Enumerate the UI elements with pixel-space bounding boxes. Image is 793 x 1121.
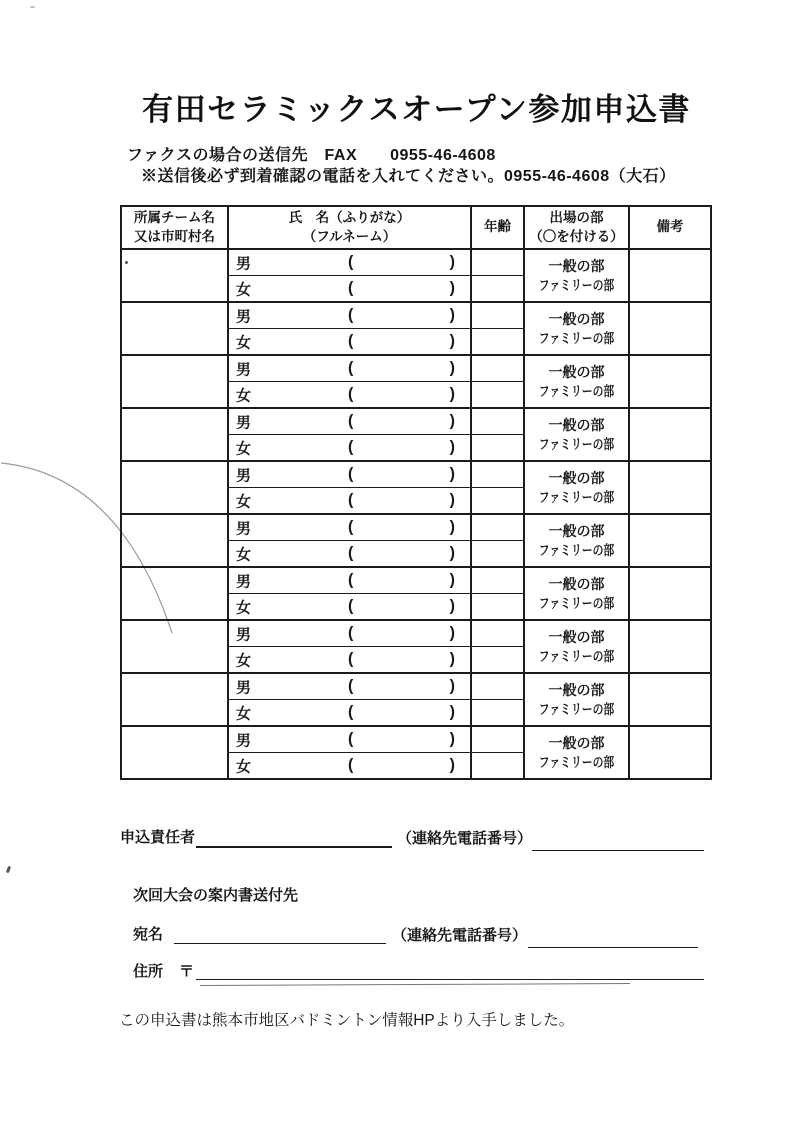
remarks-cell: [629, 355, 711, 408]
division-general: 一般の部: [548, 364, 605, 381]
furigana-paren-close: ): [449, 385, 455, 403]
female-label: 女: [236, 546, 252, 563]
age-cell-male: [471, 408, 524, 435]
age-cell-female: [471, 329, 524, 356]
age-cell-female: [471, 488, 524, 515]
division-cell: [524, 461, 629, 514]
team-name-cell: [121, 726, 228, 779]
age-cell-female: [471, 753, 524, 780]
female-label: 女: [236, 334, 252, 351]
team-name-cell: [121, 302, 228, 355]
furigana-paren-open: (: [348, 597, 354, 615]
female-label: 女: [236, 599, 252, 616]
furigana-paren-close: ): [449, 571, 455, 589]
furigana-paren-open: (: [348, 412, 354, 430]
furigana-paren-open: (: [348, 571, 354, 589]
division-cell: [524, 249, 629, 302]
name-cell-female: [228, 541, 471, 568]
furigana-paren-close: ): [449, 544, 455, 562]
remarks-cell: [629, 514, 711, 567]
furigana-paren-open: (: [348, 465, 354, 483]
team-name-cell: [121, 514, 228, 567]
division-general: 一般の部: [548, 576, 605, 593]
team-name-cell: [121, 355, 228, 408]
remarks-cell: [629, 408, 711, 461]
age-cell-male: [471, 514, 524, 541]
source-note: この申込書は熊本市地区バドミントン情報HPより入手しました。: [119, 1012, 575, 1029]
furigana-paren-open: (: [348, 703, 354, 721]
name-cell-male: [228, 514, 471, 541]
division-family: ファミリーの部: [538, 330, 615, 346]
male-label: 男: [236, 626, 252, 643]
remarks-cell: [629, 673, 711, 726]
header-full-name: [228, 206, 471, 249]
addressee-label: 宛名: [133, 926, 164, 943]
furigana-paren-open: (: [348, 491, 354, 509]
division-cell: [524, 355, 629, 408]
age-cell-female: [471, 382, 524, 409]
furigana-paren-close: ): [449, 253, 455, 271]
name-cell-female: [228, 329, 471, 356]
name-cell-male: [228, 408, 471, 435]
table-row-male: [121, 514, 711, 541]
fax-confirmation-note: ※送信後必ず到着確認の電話を入れてください。0955-46-4608（大石）: [141, 168, 676, 185]
male-label: 男: [236, 308, 252, 325]
furigana-paren-close: ): [449, 438, 455, 456]
furigana-paren-open: (: [348, 332, 354, 350]
furigana-paren-close: ): [449, 650, 455, 668]
address-fill-line-double: [200, 983, 630, 986]
name-cell-male: [228, 249, 471, 276]
furigana-paren-open: (: [348, 253, 354, 271]
furigana-paren-close: ): [449, 412, 455, 430]
name-cell-female: [228, 753, 471, 780]
header-division-line1: 出場の部: [549, 209, 604, 225]
age-cell-female: [471, 435, 524, 462]
division-cell: [524, 514, 629, 567]
division-cell: [524, 302, 629, 355]
remarks-cell: [629, 302, 711, 355]
contact-phone-fill-line-2: [528, 947, 698, 948]
name-cell-male: [228, 461, 471, 488]
header-team-line1: 所属チーム名: [134, 209, 215, 225]
division-cell: [524, 408, 629, 461]
name-cell-female: [228, 276, 471, 303]
remarks-cell: [629, 461, 711, 514]
male-label: 男: [236, 573, 252, 590]
male-label: 男: [236, 361, 252, 378]
furigana-paren-close: ): [449, 518, 455, 536]
remarks-cell: [629, 726, 711, 779]
responsible-person-fill-line: [196, 846, 392, 848]
male-label: 男: [236, 414, 252, 431]
division-cell: [524, 620, 629, 673]
division-general: 一般の部: [548, 735, 605, 752]
header-name-line1: 氏 名（ふりがな）: [288, 209, 411, 225]
age-cell-male: [471, 620, 524, 647]
furigana-paren-close: ): [449, 306, 455, 324]
postal-mark: 〒: [179, 963, 195, 980]
division-family: ファミリーの部: [538, 701, 615, 717]
team-name-cell: [121, 461, 228, 514]
contact-phone-fill-line: [532, 850, 704, 851]
name-cell-female: [228, 700, 471, 727]
division-cell: [524, 726, 629, 779]
division-general: 一般の部: [548, 258, 605, 275]
male-label: 男: [236, 467, 252, 484]
age-cell-male: [471, 249, 524, 276]
furigana-paren-close: ): [449, 465, 455, 483]
furigana-paren-close: ): [449, 491, 455, 509]
age-cell-male: [471, 461, 524, 488]
furigana-paren-open: (: [348, 730, 354, 748]
team-name-cell: [121, 620, 228, 673]
table-row-male: [121, 673, 711, 700]
fax-destination-line: ファクスの場合の送信先 FAX 0955-46-4608: [127, 147, 496, 164]
division-general: 一般の部: [548, 682, 605, 699]
next-event-mailing-label: 次回大会の案内書送付先: [133, 887, 299, 904]
header-remarks: 備考: [629, 206, 711, 249]
name-cell-male: [228, 620, 471, 647]
division-family: ファミリーの部: [538, 754, 615, 770]
age-cell-male: [471, 726, 524, 753]
furigana-paren-open: (: [348, 518, 354, 536]
division-cell: [524, 673, 629, 726]
male-label: 男: [236, 255, 252, 272]
furigana-paren-close: ): [449, 703, 455, 721]
scan-speck: [30, 6, 35, 8]
furigana-paren-open: (: [348, 359, 354, 377]
division-family: ファミリーの部: [538, 489, 615, 505]
furigana-paren-close: ): [449, 677, 455, 695]
division-family: ファミリーの部: [538, 436, 615, 452]
address-fill-line: [196, 979, 704, 980]
furigana-paren-close: ): [449, 332, 455, 350]
scan-speck: [6, 866, 11, 874]
header-name-line2: （フルネーム）: [302, 228, 397, 244]
team-name-cell: [121, 408, 228, 461]
entry-table: [120, 205, 712, 780]
division-general: 一般の部: [548, 311, 605, 328]
table-row-male: [121, 302, 711, 329]
team-name-cell: [121, 673, 228, 726]
name-cell-male: [228, 302, 471, 329]
furigana-paren-open: (: [348, 650, 354, 668]
furigana-paren-close: ): [449, 730, 455, 748]
name-cell-male: [228, 673, 471, 700]
name-cell-male: [228, 726, 471, 753]
responsible-person-label: 申込責任者: [120, 829, 196, 846]
division-family: ファミリーの部: [538, 648, 615, 664]
furigana-paren-open: (: [348, 677, 354, 695]
contact-phone-label: （連絡先電話番号）: [397, 830, 533, 847]
division-general: 一般の部: [548, 417, 605, 434]
name-cell-female: [228, 594, 471, 621]
female-label: 女: [236, 281, 252, 298]
division-general: 一般の部: [548, 470, 605, 487]
table-row-male: [121, 620, 711, 647]
age-cell-female: [471, 700, 524, 727]
age-cell-male: [471, 355, 524, 382]
furigana-paren-close: ): [449, 597, 455, 615]
header-team-line2: 又は市町村名: [134, 228, 215, 244]
header-age: 年齢: [471, 206, 524, 249]
age-cell-male: [471, 567, 524, 594]
remarks-cell: [629, 620, 711, 673]
division-family: ファミリーの部: [538, 383, 615, 399]
division-family: ファミリーの部: [538, 542, 615, 558]
age-cell-female: [471, 541, 524, 568]
table-header-row: [121, 206, 711, 249]
furigana-paren-open: (: [348, 306, 354, 324]
header-division-line2: （〇を付ける）: [529, 228, 624, 244]
age-cell-male: [471, 302, 524, 329]
remarks-cell: [629, 249, 711, 302]
table-row-male: [121, 249, 711, 276]
furigana-paren-close: ): [449, 756, 455, 774]
female-label: 女: [236, 493, 252, 510]
header-division: [524, 206, 629, 249]
form-title: 有田セラミックスオープン参加申込書: [142, 92, 691, 127]
name-cell-female: [228, 435, 471, 462]
furigana-paren-close: ): [449, 624, 455, 642]
name-cell-male: [228, 567, 471, 594]
name-cell-female: [228, 382, 471, 409]
address-label: 住所: [133, 963, 164, 980]
furigana-paren-open: (: [348, 544, 354, 562]
table-row-male: [121, 567, 711, 594]
female-label: 女: [236, 387, 252, 404]
furigana-paren-open: (: [348, 279, 354, 297]
contact-phone-label-2: （連絡先電話番号）: [392, 927, 528, 944]
name-cell-female: [228, 488, 471, 515]
remarks-cell: [629, 567, 711, 620]
name-cell-male: [228, 355, 471, 382]
age-cell-female: [471, 594, 524, 621]
header-team-name: [121, 206, 228, 249]
table-row-male: [121, 726, 711, 753]
female-label: 女: [236, 652, 252, 669]
addressee-fill-line: [174, 943, 386, 944]
team-name-cell: [121, 567, 228, 620]
table-row-male: [121, 355, 711, 382]
furigana-paren-open: (: [348, 385, 354, 403]
division-general: 一般の部: [548, 523, 605, 540]
furigana-paren-open: (: [348, 438, 354, 456]
male-label: 男: [236, 679, 252, 696]
age-cell-female: [471, 276, 524, 303]
age-cell-female: [471, 647, 524, 674]
division-family: ファミリーの部: [538, 277, 615, 293]
female-label: 女: [236, 705, 252, 722]
furigana-paren-open: (: [348, 756, 354, 774]
furigana-paren-open: (: [348, 624, 354, 642]
female-label: 女: [236, 758, 252, 775]
division-cell: [524, 567, 629, 620]
team-name-cell: [121, 249, 228, 302]
table-row-male: [121, 461, 711, 488]
female-label: 女: [236, 440, 252, 457]
male-label: 男: [236, 732, 252, 749]
furigana-paren-close: ): [449, 279, 455, 297]
age-cell-male: [471, 673, 524, 700]
table-row-male: [121, 408, 711, 435]
division-general: 一般の部: [548, 629, 605, 646]
division-family: ファミリーの部: [538, 595, 615, 611]
male-label: 男: [236, 520, 252, 537]
name-cell-female: [228, 647, 471, 674]
furigana-paren-close: ): [449, 359, 455, 377]
